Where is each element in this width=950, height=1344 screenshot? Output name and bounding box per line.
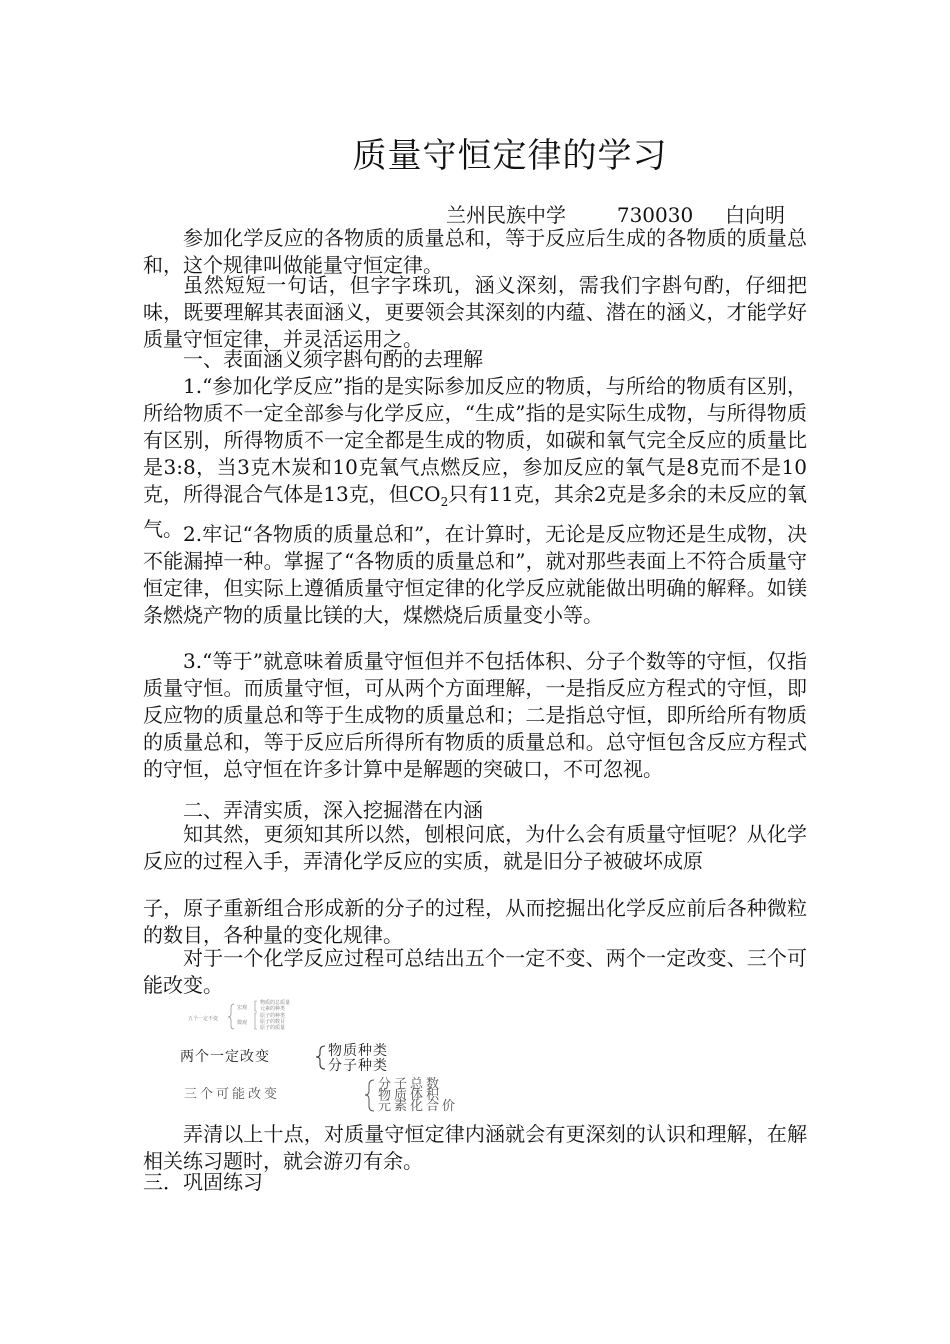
school-name: 兰州民族中学 [446, 203, 566, 227]
five-unchanged-label: 五个一定不变 [188, 1016, 219, 1022]
two-changed-label: 两个一定改变 [180, 1049, 270, 1065]
three-item-1: 分子总数 [378, 1077, 443, 1092]
section-heading-3: 三．巩固练习 [143, 1170, 263, 1194]
two-item-1: 物质种类 [328, 1043, 388, 1059]
paragraph-point-2: 2.牢记“各物质的质量总和”，在计算时，无论是反应物还是生成物，决不能漏掉一种。掌握了“各物质的质量总和”，就对那些表面上不符合质量守恒定律，但实际上遵循质量守恒定律的化学反应就能做出明确的解释。如镁条燃烧产物的质量比镁的大，煤燃烧后质量变小等。 [143, 522, 807, 627]
three-item-3: 元素化合价 [378, 1099, 459, 1112]
brace-five-inner [255, 1001, 257, 1029]
page-title: 质量守恒定律的学习 [352, 136, 668, 176]
two-item-2: 分子种类 [328, 1058, 388, 1074]
five-item-1: 物质的总质量 [260, 1000, 291, 1006]
section-heading-2: 二、弄清实质，深入挖掘潜在内涵 [183, 798, 483, 822]
postcode: 730030 [616, 203, 694, 227]
point-1-text-b: 只有11克，其余2克是多余的未反应的氧气。 [143, 482, 807, 541]
paragraph-essence-a: 知其然，更须知其所以然，刨根问底，为什么会有质量守恒呢？从化学反应的过程入手，弄清化学反应的实质，就是旧分子被破坏成原 [143, 822, 807, 873]
co2-subscript: 2 [440, 495, 449, 509]
micro-label: 微观 [237, 1020, 248, 1026]
three-possible-label: 三个可能改变 [184, 1087, 281, 1102]
byline [446, 199, 785, 228]
three-item-2: 物质体积 [378, 1088, 443, 1103]
paragraph-intro: 虽然短短一句话，但字字珠玑，涵义深刻，需我们字斟句酌，仔细把味，既要理解其表面涵义，更要领会其深刻的内蕴、潜在的涵义，才能学好质量守恒定律，并灵活运用之。 [143, 273, 807, 351]
five-item-5: 原子的质量 [260, 1025, 286, 1031]
five-item-3: 原子的种类 [260, 1013, 286, 1019]
macro-label: 宏观 [237, 1005, 248, 1011]
paragraph-conclusion: 弄清以上十点，对质量守恒定律内涵就会有更深刻的认识和理解，在解相关练习题时，就会游刃有余。 [143, 1122, 807, 1173]
paragraph-point-1 [143, 373, 807, 543]
brace-five [228, 1004, 234, 1029]
brace-two [316, 1046, 325, 1069]
point-1-text-a: 1.“参加化学反应”指的是实际参加反应的物质，与所给的物质有区别，所给物质不一定全部参与化学反应，“生成”指的是实际生成物，与所得物质有区别，所得物质不一定全都是生成的物质，如碳和氧气完全反应的质量比是3:8，当3克木炭和10克氧气点燃反应，参加反应的氧气是8克而不是10克，所得混合气体是13克，但CO [143, 374, 807, 506]
section-heading-1: 一、表面涵义须字斟句酌的去理解 [183, 347, 483, 371]
ten-points-diagram [178, 996, 538, 1112]
paragraph-essence-b: 子，原子重新组合形成新的分子的过程，从而挖掘出化学反应前后各种微粒的数目，各种量的变化规律。 [143, 896, 807, 947]
paragraph-summary: 对于一个化学反应过程可总结出五个一定不变、两个一定改变、三个可能改变。 [143, 946, 807, 997]
author-name: 白向明 [725, 203, 786, 227]
paragraph-definition: 参加化学反应的各物质的质量总和，等于反应后生成的各物质的质量总和，这个规律叫做能量守恒定律。 [143, 226, 807, 277]
brace-three [365, 1080, 374, 1111]
five-item-4: 原子的数目 [260, 1019, 286, 1025]
five-item-2: 元素的种类 [260, 1006, 286, 1012]
paragraph-point-3: 3.“等于”就意味着质量守恒但并不包括体积、分子个数等的守恒，仅指质量守恒。而质量守恒，可从两个方面理解，一是指反应方程式的守恒，即反应物的质量总和等于生成物的质量总和；二是指总守恒，即所给所有物质的质量总和，等于反应后所得所有物质的质量总和。总守恒包含反应方程式的守恒，总守恒在许多计算中是解题的突破口，不可忽视。 [143, 649, 807, 781]
